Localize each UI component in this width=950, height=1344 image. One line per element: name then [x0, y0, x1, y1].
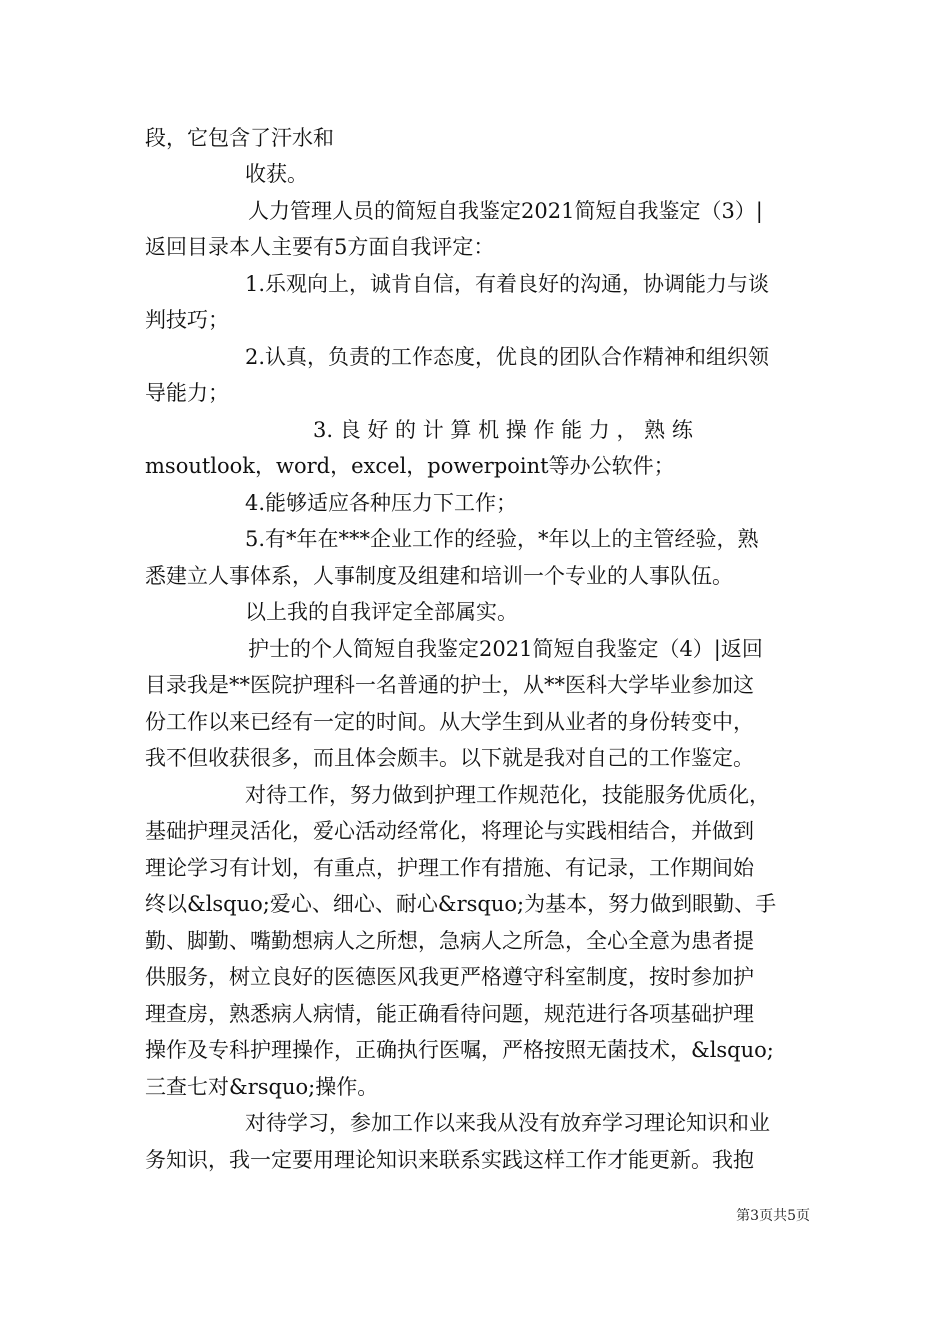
list-item: 3. 良 好 的 计 算 机 操 作 能 力 ， 熟 练: [313, 418, 693, 442]
text-line: 终以&lsquo;爱心、细心、耐心&rsquo;为基本，努力做到眼勤、手: [145, 892, 777, 916]
text-line: 三查七对&rsquo;操作。: [145, 1075, 379, 1099]
text-line: 供服务，树立良好的医德医风我更严格遵守科室制度，按时参加护: [145, 965, 754, 989]
text-line: 理论学习有计划，有重点，护理工作有措施、有记录，工作期间始: [145, 856, 754, 880]
text-line: 返回目录本人主要有5方面自我评定：: [145, 235, 495, 259]
list-item: 4.能够适应各种压力下工作；: [245, 491, 518, 515]
text-line: 以上我的自我评定全部属实。: [245, 600, 518, 624]
text-line: 对待工作，努力做到护理工作规范化，技能服务优质化，: [245, 783, 770, 807]
text-line: 对待学习，参加工作以来我从没有放弃学习理论知识和业: [245, 1111, 770, 1135]
list-item: 5.有*年在***企业工作的经验，*年以上的主管经验，熟: [245, 527, 759, 551]
list-item: 2.认真，负责的工作态度，优良的团队合作精神和组织领: [245, 345, 770, 369]
text-line: msoutlook，word，excel，powerpoint等办公软件；: [145, 454, 675, 478]
section-heading: 人力管理人员的简短自我鉴定2021简短自我鉴定（3）|: [248, 199, 763, 223]
text-line: 份工作以来已经有一定的时间。从大学生到从业者的身份转变中，: [145, 710, 754, 734]
text-line: 操作及专科护理操作，正确执行医嘱，严格按照无菌技术，&lsquo;: [145, 1038, 774, 1062]
section-heading: 护士的个人简短自我鉴定2021简短自我鉴定（4）|返回: [248, 637, 763, 661]
text-line: 判技巧；: [145, 308, 229, 332]
text-line: 勤、脚勤、嘴勤想病人之所想，急病人之所急，全心全意为患者提: [145, 929, 754, 953]
text-line: 悉建立人事体系，人事制度及组建和培训一个专业的人事队伍。: [145, 564, 733, 588]
text-line: 收获。: [245, 162, 308, 186]
text-line: 务知识，我一定要用理论知识来联系实践这样工作才能更新。我抱: [145, 1148, 754, 1172]
page-number-footer: 第3页共5页: [736, 1208, 810, 1224]
text-line: 目录我是**医院护理科一名普通的护士，从**医科大学毕业参加这: [145, 673, 754, 697]
text-line: 我不但收获很多，而且体会颇丰。以下就是我对自己的工作鉴定。: [145, 746, 754, 770]
text-line: 基础护理灵活化，爱心活动经常化，将理论与实践相结合，并做到: [145, 819, 754, 843]
text-line: 段，它包含了汗水和: [145, 126, 334, 150]
list-item: 1.乐观向上，诚肯自信，有着良好的沟通，协调能力与谈: [245, 272, 770, 296]
text-line: 导能力；: [145, 381, 229, 405]
text-line: 理查房，熟悉病人病情，能正确看待问题，规范进行各项基础护理: [145, 1002, 754, 1026]
